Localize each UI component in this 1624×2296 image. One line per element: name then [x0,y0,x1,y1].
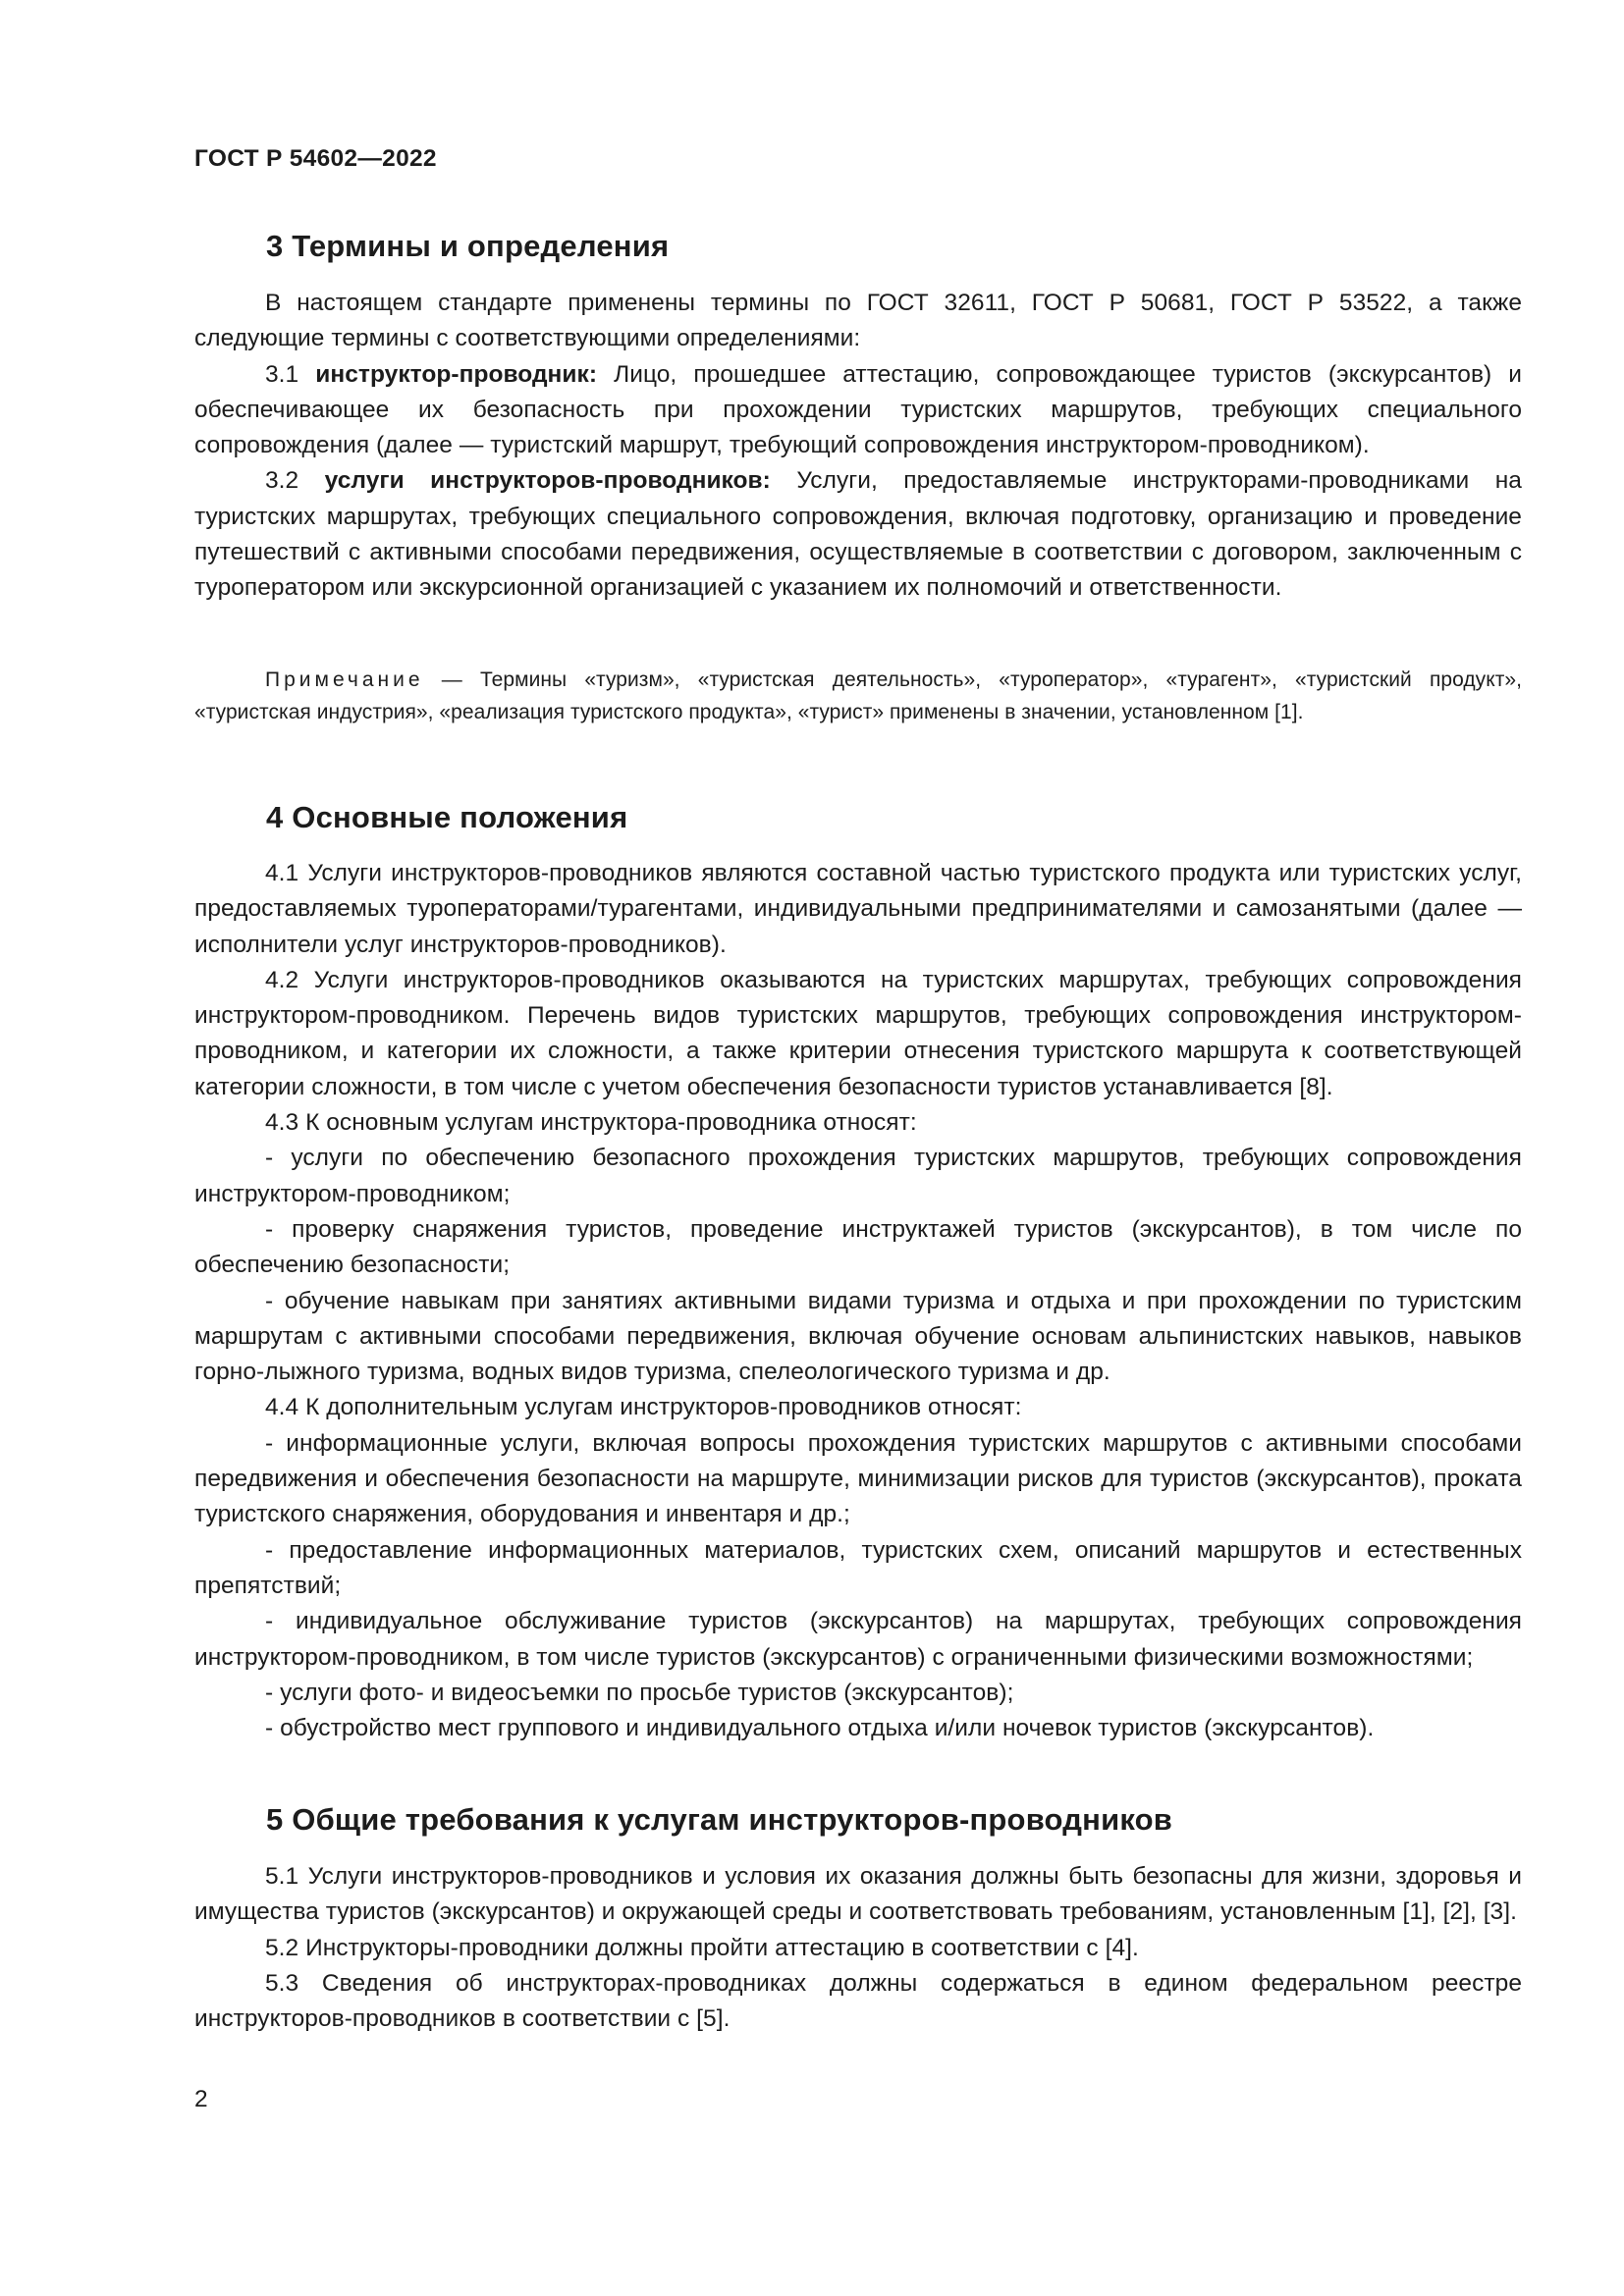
clause-4-3-item: - обучение навыкам при занятиях активными видами туризма и отдыха и при прохождении по туристским маршрутам с активными способами передвижения, включая обучение основам альпинистских навыков, навыков горно-лыжного туризма, водных видов туризма, спелеологического туризма и др. [194,1287,1522,1386]
clause-4-4-item: - услуги фото- и видеосъемки по просьбе туристов (экскурсантов); [265,1679,1014,1706]
document-code-header: ГОСТ Р 54602—2022 [194,145,437,172]
clause-5-3: 5.3 Сведения об инструкторах-проводниках должны содержаться в едином федеральном реестре инструкторов-проводников в соответствии с [5]. [194,1969,1522,2033]
section-5-heading: 5 Общие требования к услугам инструкторов-проводников [266,1802,1173,1837]
term-3-2-number: 3.2 [265,467,325,495]
clause-4-4-item: - предоставление информационных материалов, туристских схем, описаний маршрутов и естественных препятствий; [194,1536,1522,1599]
clause-4-4-item: - информационные услуги, включая вопросы прохождения туристских маршрутов с активными способами передвижения и обеспечения безопасности на маршруте, минимизации рисков для туристов (экскурсантов), проката туристского снаряжения, оборудования и инвентаря и др.; [194,1429,1522,1528]
clause-4-4-item: - обустройство мест группового и индивидуального отдыха и/или ночевок туристов (экскурсантов). [265,1715,1375,1742]
clause-4-1: 4.1 Услуги инструкторов-проводников являются составной частью туристского продукта или туристских услуг, предоставляемых туроператорами/турагентами, индивидуальными предпринимателями и самозанятыми (далее — исполнители услуг инструкторов-проводников). [194,860,1522,958]
note-paragraph [194,664,1522,728]
term-3-2 [194,463,1522,606]
clause-5-2: 5.2 Инструкторы-проводники должны пройти аттестацию в соответствии с [4]. [265,1934,1139,1961]
clause-4-3-item: - проверку снаряжения туристов, проведение инструктажей туристов (экскурсантов), в том числе по обеспечению безопасности; [194,1215,1522,1279]
clause-4-3: 4.3 К основным услугам инструктора-проводника относят: [265,1109,917,1137]
clause-5-1: 5.1 Услуги инструкторов-проводников и условия их оказания должны быть безопасны для жизни, здоровья и имущества туристов (экскурсантов) и окружающей среды и соответствовать требованиям, установленным [1], [2], [3]. [194,1863,1522,1926]
term-3-1-name: инструктор-проводник: [315,360,598,388]
term-3-1-definition: Лицо, прошедшее аттестацию, сопровождающее туристов (экскурсантов) и обеспечивающее их безопасность при прохождении туристских маршрутов, требующих специального сопровождения (далее — туристский маршрут, требующий сопровождения инструктором-проводником). [194,360,1522,459]
section-5-body [194,1859,1522,2037]
clause-4-3-item: - услуги по обеспечению безопасного прохождения туристских маршрутов, требующих сопровождения инструктором-проводником; [194,1145,1522,1207]
note-text: — Термины «туризм», «туристская деятельность», «туроператор», «турагент», «туристский продукт», «туристская индустрия», «реализация туристского продукта», «турист» применены в значении, установленном [1]. [194,668,1522,723]
term-3-1 [194,357,1522,464]
term-3-2-definition: Услуги, предоставляемые инструкторами-проводниками на туристских маршрутах, требующих специального сопровождения, включая подготовку, организацию и проведение путешествий с активными способами передвижения, осуществляемые в соответствии с договором, заключенным с туроператором или экскурсионной организацией с указанием их полномочий и ответственности. [194,467,1522,602]
section-3-heading: 3 Термины и определения [266,229,670,263]
section-3-note [194,664,1522,728]
section-4-heading: 4 Основные положения [266,800,628,834]
clause-4-4: 4.4 К дополнительным услугам инструкторов-проводников относят: [265,1394,1022,1421]
clause-4-2: 4.2 Услуги инструкторов-проводников оказываются на туристских маршрутах, требующих сопровождения инструктором-проводником. Перечень видов туристских маршрутов, требующих сопровождения инструктором-проводником, и категории их сложности, а также критерии отнесения туристского маршрута к соответствующей категории сложности, в том числе с учетом обеспечения безопасности туристов устанавливается [8]. [194,966,1522,1100]
term-3-2-name: услуги инструкторов-проводников: [324,467,771,495]
section-3-body [194,286,1522,607]
section-4-body [194,856,1522,1746]
section-3-intro: В настоящем стандарте применены термины по ГОСТ 32611, ГОСТ Р 50681, ГОСТ Р 53522, а также следующие термины с соответствующими определениями: [194,290,1522,352]
note-label: Примечание [265,668,424,691]
clause-4-4-item: - индивидуальное обслуживание туристов (экскурсантов) на маршрутах, требующих сопровождения инструктором-проводником, в том числе туристов (экскурсантов) с ограниченными физическими возможностями; [194,1608,1522,1671]
term-3-1-number: 3.1 [265,360,316,388]
page-number: 2 [194,2086,208,2112]
